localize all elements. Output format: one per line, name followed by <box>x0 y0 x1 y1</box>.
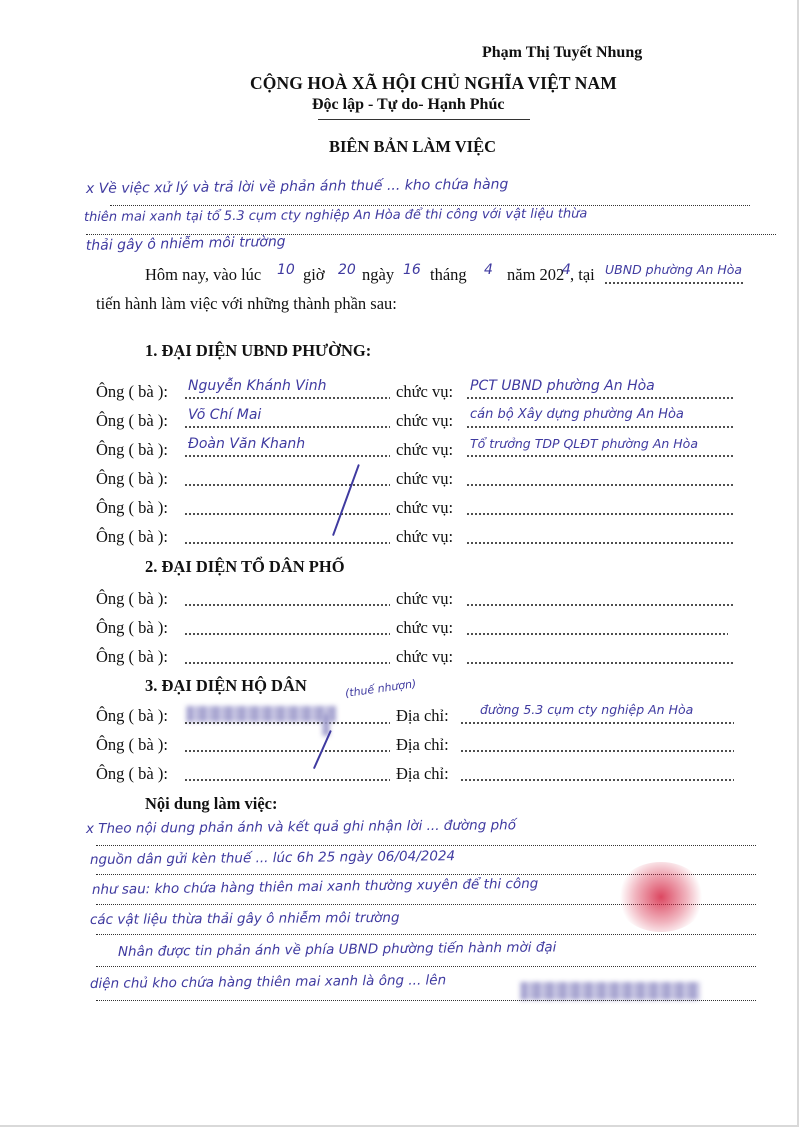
redacted-name <box>186 706 336 722</box>
s2-row1-position-label: chức vụ: <box>396 589 454 608</box>
redacted-content-name <box>520 982 700 1000</box>
section-2-title: 2. ĐẠI DIỆN TỔ DÂN PHỐ <box>145 557 345 576</box>
s1-row1-position-label: chức vụ: <box>396 382 454 401</box>
s3-row2-address-label: Địa chỉ: <box>396 735 449 754</box>
content-line-4: các vật liệu thừa thải gây ô nhiễm môi trường <box>89 909 400 928</box>
section-3-note: (thuế nhượn) <box>344 677 418 700</box>
s1-row5-position-label: chức vụ: <box>396 498 454 517</box>
s1-row3-position-label: chức vụ: <box>396 440 454 459</box>
s3-row1-address-label: Địa chỉ: <box>396 706 449 725</box>
red-ink-stain <box>616 862 706 932</box>
intro-year-digit: 4 <box>562 262 571 278</box>
s1-row3-position-dots <box>466 454 734 458</box>
s3-row3-name-dots <box>184 778 390 782</box>
intro-minute: 20 <box>338 262 356 278</box>
s3-row2-label: Ông ( bà ): <box>96 735 168 754</box>
s1-row2-name: Võ Chí Mai <box>188 407 262 423</box>
motto-underline <box>318 119 530 120</box>
s1-row5-label: Ông ( bà ): <box>96 498 168 517</box>
section-1-title: 1. ĐẠI DIỆN UBND PHƯỜNG: <box>145 341 372 360</box>
s1-row4-position-label: chức vụ: <box>396 469 454 488</box>
s1-row2-label: Ông ( bà ): <box>96 411 168 430</box>
s3-row1-address-dots <box>460 721 734 725</box>
s2-row1-name-dots <box>184 603 390 607</box>
s1-row1-position: PCT UBND phường An Hòa <box>470 378 655 394</box>
content-title: Nội dung làm việc: <box>145 794 278 813</box>
s2-row2-label: Ông ( bà ): <box>96 618 168 637</box>
national-title: CỘNG HOÀ XÃ HỘI CHỦ NGHĨA VIỆT NAM <box>250 73 617 93</box>
s2-row3-position-label: chức vụ: <box>396 647 454 666</box>
intro-place-label: , tại <box>570 265 595 284</box>
intro-hour: 10 <box>277 262 295 278</box>
s1-row2-position-label: chức vụ: <box>396 411 454 430</box>
s1-row2-position: cán bộ Xây dựng phường An Hòa <box>470 407 684 422</box>
s3-row3-label: Ông ( bà ): <box>96 764 168 783</box>
content-line-6: diện chủ kho chứa hàng thiên mai xanh là ông ... lên <box>89 972 447 992</box>
document-title: BIÊN BẢN LÀM VIỆC <box>329 137 497 156</box>
s1-row2-position-dots <box>466 425 734 429</box>
s3-row1-name-dots <box>184 721 390 725</box>
intro-month-label: tháng <box>430 265 467 284</box>
s1-row4-position-dots <box>466 483 734 487</box>
s1-row6-name-dots <box>184 541 390 545</box>
s1-row3-name: Đoàn Văn Khanh <box>188 436 306 452</box>
s1-row3-position: Tổ trưởng TDP QLĐT phường An Hòa <box>470 436 698 451</box>
content-dotted-1 <box>96 845 756 846</box>
s3-row1-address: đường 5.3 cụm cty nghiệp An Hòa <box>480 702 694 717</box>
s3-row2-name-dots <box>184 749 390 753</box>
intro-month: 4 <box>484 262 493 278</box>
content-dotted-5 <box>96 966 756 967</box>
s2-row2-position-label: chức vụ: <box>396 618 454 637</box>
intro-day: 16 <box>403 262 421 278</box>
content-line-3: như sau: kho chứa hàng thiên mai xanh thường xuyên để thi công <box>91 875 539 898</box>
s1-row6-label: Ông ( bà ): <box>96 527 168 546</box>
s1-row1-name: Nguyễn Khánh Vinh <box>188 378 327 394</box>
content-dotted-6 <box>96 1000 756 1001</box>
s2-row2-name-dots <box>184 632 390 636</box>
s1-row6-position-dots <box>466 541 734 545</box>
s3-row3-address-dots <box>460 778 734 782</box>
author-name: Phạm Thị Tuyết Nhung <box>482 44 643 61</box>
s1-row5-position-dots <box>466 512 734 516</box>
section-3-title: 3. ĐẠI DIỆN HỘ DÂN <box>145 676 307 695</box>
subject-line-2: thiên mai xanh tại tổ 5.3 cụm cty nghiệp An Hòa để thi công với vật liệu thừa <box>83 206 588 225</box>
intro-day-label: ngày <box>362 265 395 284</box>
s2-row3-name-dots <box>184 661 390 665</box>
subject-dotted-1 <box>110 205 750 206</box>
s1-row6-position-label: chức vụ: <box>396 527 454 546</box>
s1-row3-label: Ông ( bà ): <box>96 440 168 459</box>
s2-row1-position-dots <box>466 603 734 607</box>
subject-line-3: thải gây ô nhiễm môi trường <box>85 233 286 254</box>
s3-row2-address-dots <box>460 749 734 753</box>
intro-line-2: tiến hành làm việc với những thành phần sau: <box>96 294 397 313</box>
subject-line-1: x Về việc xử lý và trả lời về phản ánh thuế ... kho chứa hàng <box>85 176 509 197</box>
intro-year-label: năm 202 <box>507 265 565 284</box>
s3-row3-address-label: Địa chỉ: <box>396 764 449 783</box>
content-line-2: nguồn dân gửi kèn thuế ... lúc 6h 25 ngày 06/04/2024 <box>89 848 456 868</box>
s1-row4-label: Ông ( bà ): <box>96 469 168 488</box>
s1-row1-label: Ông ( bà ): <box>96 382 168 401</box>
intro-prefix: Hôm nay, vào lúc <box>145 265 262 284</box>
s2-row1-label: Ông ( bà ): <box>96 589 168 608</box>
content-line-1: x Theo nội dung phản ánh và kết quả ghi nhận lời ... đường phố <box>85 817 517 837</box>
content-dotted-4 <box>96 934 756 935</box>
national-motto: Độc lập - Tự do- Hạnh Phúc <box>312 96 505 113</box>
content-line-5: Nhân được tin phản ánh về phía UBND phường tiến hành mời đại <box>117 939 557 960</box>
s1-row1-name-dots <box>184 396 390 400</box>
s3-row1-label: Ông ( bà ): <box>96 706 168 725</box>
strike-mark-1 <box>332 464 360 536</box>
s1-row3-name-dots <box>184 454 390 458</box>
s2-row3-label: Ông ( bà ): <box>96 647 168 666</box>
s1-row1-position-dots <box>466 396 734 400</box>
intro-hour-label: giờ <box>303 265 325 284</box>
s2-row2-position-dots <box>466 632 728 636</box>
intro-place: UBND phường An Hòa <box>605 262 743 277</box>
s1-row4-name-dots <box>184 483 390 487</box>
intro-place-dots <box>604 281 744 285</box>
s1-row5-name-dots <box>184 512 390 516</box>
s2-row3-position-dots <box>466 661 734 665</box>
s1-row2-name-dots <box>184 425 390 429</box>
